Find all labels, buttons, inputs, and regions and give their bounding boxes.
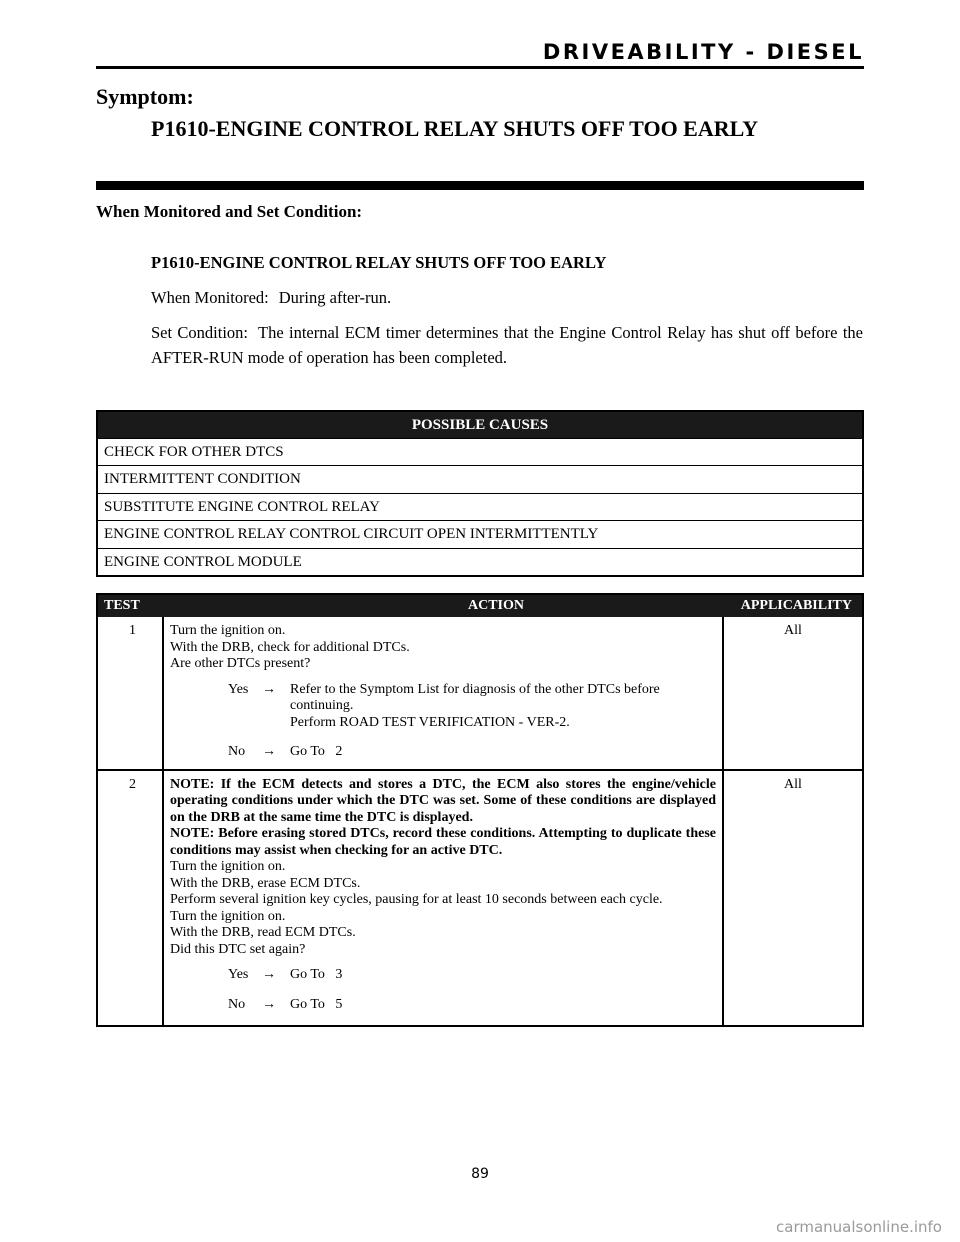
monitor-block — [151, 250, 863, 380]
action-line: Turn the ignition on. — [170, 623, 286, 638]
answer-label: No — [228, 996, 246, 1012]
set-condition-text: The internal ECM timer determines that the Engine Control Relay has shut off before the AFTER-RUN mode of operation has been completed. — [151, 323, 863, 367]
monitor-dtc: P1610-ENGINE CONTROL RELAY SHUTS OFF TOO EARLY — [151, 253, 607, 272]
col-applicability: APPLICABILITY — [740, 598, 852, 613]
when-monitored-label: When Monitored: — [151, 288, 269, 307]
arrow-icon: → — [262, 996, 276, 1012]
action-line: Turn the ignition on. — [170, 859, 286, 874]
note-text: NOTE: Before erasing stored DTCs, record these conditions. Attempting to duplicate these conditions may assist when checking for an active DTC. — [170, 826, 716, 858]
answer-yes — [170, 682, 716, 732]
test-row — [98, 769, 862, 1026]
monitor-heading: When Monitored and Set Condition: — [96, 202, 363, 221]
action-line: Are other DTCs present? — [170, 656, 311, 671]
answer-yes — [170, 967, 716, 984]
action-line: With the DRB, read ECM DTCs. — [170, 925, 356, 940]
action-line: Perform several ignition key cycles, pausing for at least 10 seconds between each cycle. — [170, 892, 663, 907]
cause-item: SUBSTITUTE ENGINE CONTROL RELAY — [98, 493, 862, 520]
section-title: DRIVEABILITY - DIESEL — [542, 40, 864, 64]
col-test: TEST — [104, 598, 140, 613]
when-monitored — [151, 285, 863, 310]
answer-text: Go To 3 — [290, 967, 343, 982]
answer-text: Refer to the Symptom List for diagnosis of the other DTCs before — [290, 681, 660, 697]
col-action: ACTION — [467, 598, 525, 613]
action-line: With the DRB, check for additional DTCs. — [170, 639, 410, 655]
cause-item: CHECK FOR OTHER DTCS — [98, 438, 862, 465]
action-line: Did this DTC set again? — [170, 941, 306, 957]
possible-causes-header: POSSIBLE CAUSES — [98, 412, 862, 438]
answer-no — [170, 997, 716, 1014]
test-number: 2 — [98, 771, 164, 1026]
set-condition-label: Set Condition: — [151, 323, 249, 342]
test-row — [98, 617, 862, 769]
page-number: 89 — [471, 1166, 489, 1182]
set-condition — [151, 320, 863, 370]
note-text: NOTE: If the ECM detects and stores a DTC, the ECM also stores the engine/vehicle operating conditions under which the DTC was set. Some of these conditions are displayed on the DRB at the same time the DTC is displayed. — [170, 776, 716, 825]
test-applicability: All — [784, 623, 802, 638]
test-action — [164, 617, 724, 769]
arrow-icon: → — [262, 681, 276, 697]
answer-text: Perform ROAD TEST VERIFICATION - VER-2. — [290, 714, 570, 730]
arrow-icon: → — [262, 744, 276, 759]
arrow-icon: → — [262, 967, 276, 982]
answer-text: Go To 5 — [290, 996, 343, 1012]
test-table — [96, 593, 864, 1027]
section-divider — [96, 181, 864, 190]
possible-causes-table — [96, 410, 864, 577]
answer-text: continuing. — [290, 698, 354, 713]
action-line: With the DRB, erase ECM DTCs. — [170, 875, 361, 891]
symptom-label: Symptom: — [96, 84, 194, 109]
answer-text: Go To 2 — [290, 744, 343, 759]
header-rule — [96, 66, 864, 69]
answer-label: Yes — [228, 681, 249, 697]
when-monitored-text: During after-run. — [278, 288, 392, 307]
test-number: 1 — [98, 617, 164, 769]
answer-no — [170, 744, 716, 761]
cause-item: ENGINE CONTROL RELAY CONTROL CIRCUIT OPEN INTERMITTENTLY — [98, 520, 862, 547]
cause-item: INTERMITTENT CONDITION — [98, 465, 862, 492]
answer-label: No — [228, 744, 246, 759]
test-applicability: All — [784, 776, 802, 792]
test-table-header — [98, 595, 862, 617]
answer-label: Yes — [228, 967, 249, 982]
test-action — [164, 771, 724, 1026]
symptom-title: P1610-ENGINE CONTROL RELAY SHUTS OFF TOO EARLY — [151, 116, 759, 141]
cause-item: ENGINE CONTROL MODULE — [98, 548, 862, 575]
watermark: carmanualsonline.info — [776, 1218, 942, 1236]
action-line: Turn the ignition on. — [170, 908, 286, 924]
